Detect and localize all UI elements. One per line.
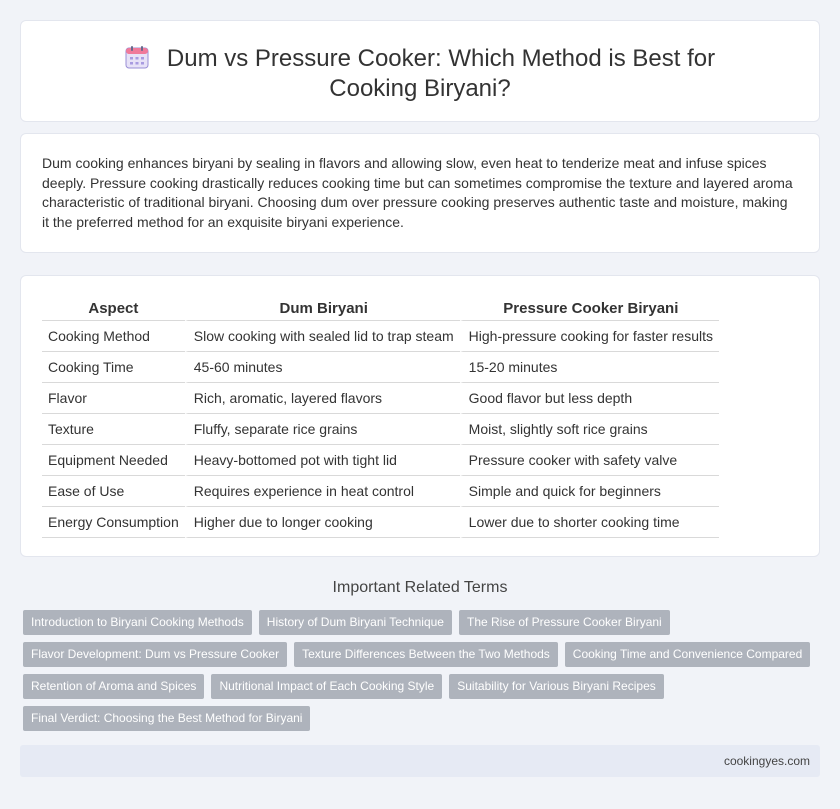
table-cell: Moist, slightly soft rice grains (460, 414, 719, 445)
related-terms-title: Important Related Terms (332, 579, 508, 596)
table-row (42, 445, 719, 476)
table-cell: Lower due to shorter cooking time (460, 507, 719, 538)
table-cell: Texture (42, 414, 185, 445)
table-header-row (42, 297, 719, 321)
related-term-tag[interactable]: Introduction to Biryani Cooking Methods (23, 610, 252, 635)
table-cell: Pressure cooker with safety valve (460, 445, 719, 476)
related-term-tag[interactable]: Final Verdict: Choosing the Best Method for Biryani (23, 706, 310, 731)
comparison-table (42, 297, 719, 538)
page-title: Dum vs Pressure Cooker: Which Method is Best for Cooking Biryani? (166, 45, 716, 102)
related-terms-list (23, 610, 823, 738)
table-cell: Higher due to longer cooking (185, 507, 460, 538)
table-cell: Energy Consumption (42, 507, 185, 538)
table-cell: Requires experience in heat control (185, 476, 460, 507)
page-title-wrap (81, 44, 759, 104)
table-row (42, 414, 719, 445)
table-cell: 45-60 minutes (185, 352, 460, 383)
column-header: Dum Biryani (185, 297, 460, 321)
table-cell: Equipment Needed (42, 445, 185, 476)
summary-text: Dum cooking enhances biryani by sealing in flavors and allowing slow, even heat to tenderize meat and infuse spices deeply. Pressure cooking drastically reduces cooking time but can sometimes compromise the texture and layered aroma characteristic of traditional biryani. Choosing dum over pressure cooking preserves authentic taste and moisture, making it the preferred method for an exquisite biryani experience. (42, 155, 793, 230)
table-cell: Good flavor but less depth (460, 383, 719, 414)
table-row (42, 476, 719, 507)
tag-row (23, 642, 823, 667)
related-term-tag[interactable]: Nutritional Impact of Each Cooking Style (211, 674, 442, 699)
table-cell: Simple and quick for beginners (460, 476, 719, 507)
table-cell: Ease of Use (42, 476, 185, 507)
related-term-tag[interactable]: Flavor Development: Dum vs Pressure Cooker (23, 642, 287, 667)
tag-row (23, 610, 823, 635)
table-row (42, 352, 719, 383)
calendar-icon (125, 45, 149, 69)
related-term-tag[interactable]: The Rise of Pressure Cooker Biryani (459, 610, 670, 635)
table-cell: High-pressure cooking for faster results (460, 321, 719, 352)
related-term-tag[interactable]: Retention of Aroma and Spices (23, 674, 204, 699)
comparison-card (20, 275, 820, 557)
related-term-tag[interactable]: History of Dum Biryani Technique (259, 610, 452, 635)
column-header: Aspect (42, 297, 185, 321)
related-term-tag[interactable]: Cooking Time and Convenience Compared (565, 642, 810, 667)
table-cell: Cooking Method (42, 321, 185, 352)
footer (20, 745, 820, 777)
table-body (42, 321, 719, 538)
table-cell: Rich, aromatic, layered flavors (185, 383, 460, 414)
table-row (42, 321, 719, 352)
column-header: Pressure Cooker Biryani (460, 297, 719, 321)
table-cell: Heavy-bottomed pot with tight lid (185, 445, 460, 476)
table-cell: Cooking Time (42, 352, 185, 383)
table-row (42, 507, 719, 538)
title-card (20, 20, 820, 122)
table-cell: 15-20 minutes (460, 352, 719, 383)
related-term-tag[interactable]: Texture Differences Between the Two Methods (294, 642, 558, 667)
table-cell: Fluffy, separate rice grains (185, 414, 460, 445)
table-cell: Flavor (42, 383, 185, 414)
tag-row (23, 674, 823, 699)
related-term-tag[interactable]: Suitability for Various Biryani Recipes (449, 674, 664, 699)
table-row (42, 383, 719, 414)
table-cell: Slow cooking with sealed lid to trap steam (185, 321, 460, 352)
footer-site-link[interactable]: cookingyes.com (723, 754, 810, 768)
summary-card (20, 133, 820, 253)
tag-row (23, 706, 823, 731)
